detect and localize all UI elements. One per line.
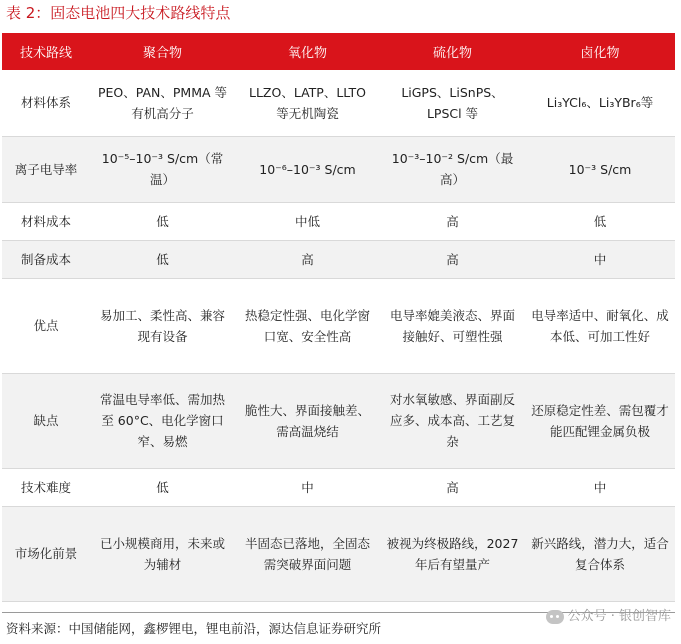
table-header-row <box>2 33 675 70</box>
table-cell: Li₃YCl₆、Li₃YBr₆等 <box>525 70 675 136</box>
table-cell: 高 <box>235 240 380 278</box>
table-row <box>2 70 675 136</box>
table-cell: 低 <box>90 468 235 506</box>
wechat-icon <box>546 610 564 624</box>
table-cell: 还原稳定性差、需包覆才能匹配锂金属负极 <box>525 373 675 468</box>
watermark-text: 公众号 · 银创智库 <box>567 609 671 624</box>
table-cell: 被视为终极路线，2027 年后有望量产 <box>380 506 525 601</box>
table-row <box>2 373 675 468</box>
table-cell: 高 <box>380 468 525 506</box>
table-cell: 脆性大、界面接触差、需高温烧结 <box>235 373 380 468</box>
table-cell: 10⁻⁶–10⁻³ S/cm <box>235 136 380 202</box>
header-oxide: 氧化物 <box>235 33 380 70</box>
table-cell: 中低 <box>235 202 380 240</box>
row-label: 优点 <box>2 278 90 373</box>
row-label: 技术难度 <box>2 468 90 506</box>
table-cell: 常温电导率低、需加热至 60°C、电化学窗口窄、易燃 <box>90 373 235 468</box>
table-cell: 电导率媲美液态、界面接触好、可塑性强 <box>380 278 525 373</box>
table-cell: 新兴路线，潜力大，适合复合体系 <box>525 506 675 601</box>
table-row <box>2 136 675 202</box>
header-sulfide: 硫化物 <box>380 33 525 70</box>
table-cell: 对水氧敏感、界面副反应多、成本高、工艺复杂 <box>380 373 525 468</box>
table-cell: PEO、PAN、PMMA 等有机高分子 <box>90 70 235 136</box>
table-cell: 中 <box>525 468 675 506</box>
header-halide: 卤化物 <box>525 33 675 70</box>
table-title: 表 2：固态电池四大技术路线特点 <box>6 4 231 22</box>
table-cell: 已小规模商用，未来或为辅材 <box>90 506 235 601</box>
table-cell: 10⁻³ S/cm <box>525 136 675 202</box>
header-polymer: 聚合物 <box>90 33 235 70</box>
comparison-table <box>2 33 675 602</box>
table-cell: 高 <box>380 240 525 278</box>
table-row <box>2 278 675 373</box>
table-cell: 10⁻⁵–10⁻³ S/cm（常温） <box>90 136 235 202</box>
table-cell: 半固态已落地，全固态需突破界面问题 <box>235 506 380 601</box>
row-label: 缺点 <box>2 373 90 468</box>
table-cell: LiGPS、LiSnPS、LPSCl 等 <box>380 70 525 136</box>
table-row <box>2 506 675 601</box>
table-cell: 电导率适中、耐氧化、成本低、可加工性好 <box>525 278 675 373</box>
row-label: 材料成本 <box>2 202 90 240</box>
table-cell: 易加工、柔性高、兼容现有设备 <box>90 278 235 373</box>
row-label: 离子电导率 <box>2 136 90 202</box>
table-cell: LLZO、LATP、LLTO 等无机陶瓷 <box>235 70 380 136</box>
header-route: 技术路线 <box>2 33 90 70</box>
table-row <box>2 240 675 278</box>
row-label: 材料体系 <box>2 70 90 136</box>
table-cell: 高 <box>380 202 525 240</box>
table-cell: 低 <box>90 202 235 240</box>
row-label: 制备成本 <box>2 240 90 278</box>
table-cell: 低 <box>90 240 235 278</box>
table-cell: 热稳定性强、电化学窗口宽、安全性高 <box>235 278 380 373</box>
table-cell: 低 <box>525 202 675 240</box>
row-label: 市场化前景 <box>2 506 90 601</box>
table-row <box>2 202 675 240</box>
watermark <box>546 606 671 628</box>
table-row <box>2 468 675 506</box>
table-cell: 10⁻³–10⁻² S/cm（最高） <box>380 136 525 202</box>
table-cell: 中 <box>235 468 380 506</box>
source-note: 资料来源：中国储能网，鑫椤锂电，锂电前沿，源达信息证券研究所 <box>6 621 382 636</box>
table-cell: 中 <box>525 240 675 278</box>
